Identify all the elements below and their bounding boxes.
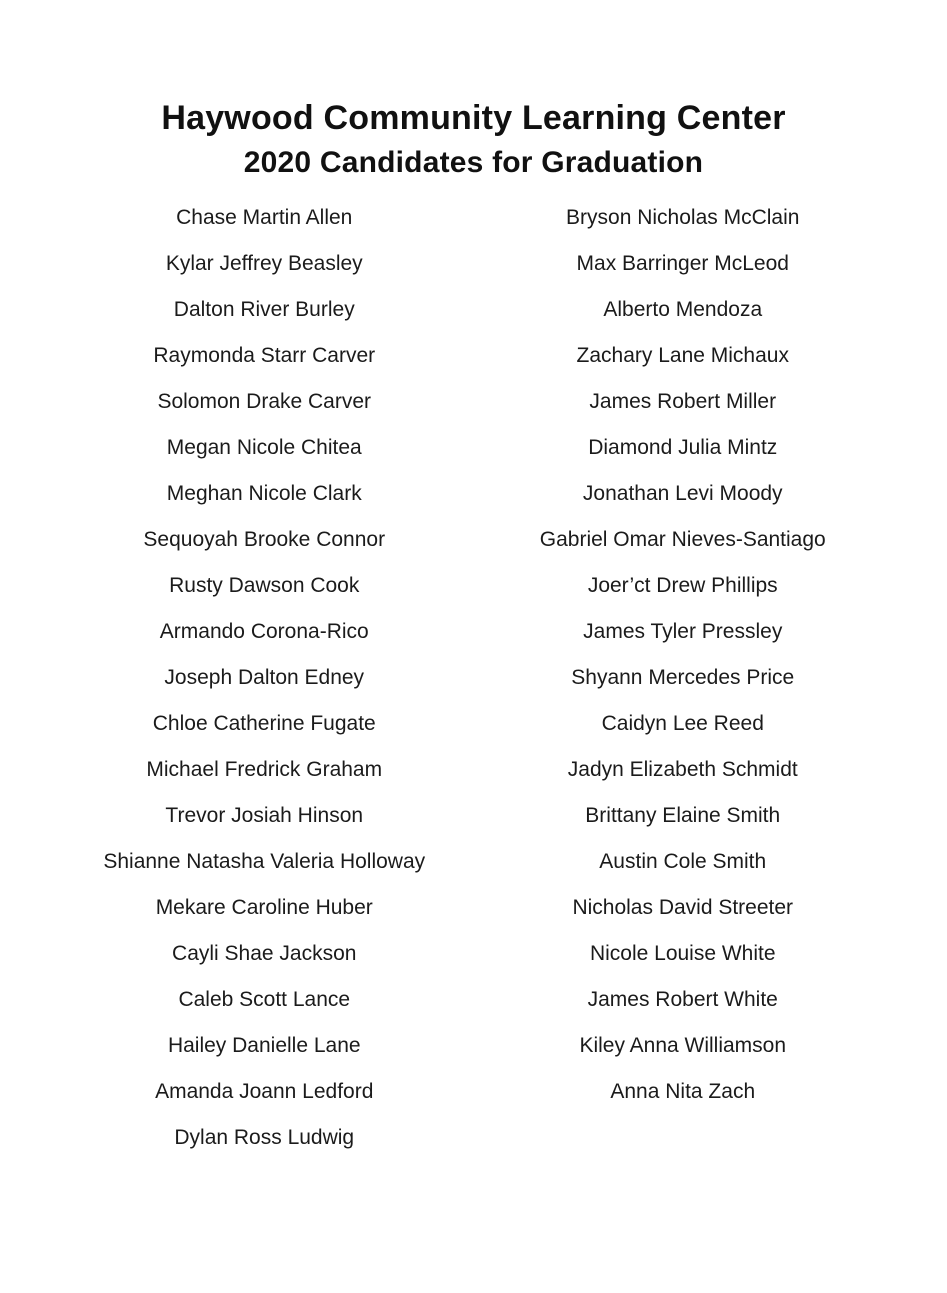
candidate-name: Brittany Elaine Smith bbox=[585, 804, 781, 827]
candidate-name: Raymonda Starr Carver bbox=[153, 344, 376, 367]
candidate-name: Trevor Josiah Hinson bbox=[165, 804, 364, 827]
candidate-name: Nicholas David Streeter bbox=[572, 896, 794, 919]
candidate-name: Dylan Ross Ludwig bbox=[174, 1126, 355, 1149]
candidate-name: Kylar Jeffrey Beasley bbox=[165, 252, 363, 275]
candidate-name: Dalton River Burley bbox=[173, 298, 355, 321]
candidate-name: Joseph Dalton Edney bbox=[164, 666, 365, 689]
candidate-column-right bbox=[484, 195, 883, 1161]
candidate-name: Shianne Natasha Valeria Holloway bbox=[103, 850, 426, 873]
candidate-name: Michael Fredrick Graham bbox=[146, 758, 383, 781]
page-title: Haywood Community Learning Center bbox=[161, 99, 786, 137]
candidate-name: Rusty Dawson Cook bbox=[169, 574, 360, 597]
candidate-name: Amanda Joann Ledford bbox=[155, 1080, 374, 1103]
candidate-name: Hailey Danielle Lane bbox=[167, 1034, 361, 1057]
candidate-name: Joer’ct Drew Phillips bbox=[587, 574, 778, 597]
candidate-name: Mekare Caroline Huber bbox=[155, 896, 373, 919]
candidate-name: Max Barringer McLeod bbox=[576, 252, 789, 275]
candidate-name: Armando Corona-Rico bbox=[159, 620, 369, 643]
candidate-name: Caleb Scott Lance bbox=[178, 988, 351, 1011]
candidate-name: Anna Nita Zach bbox=[610, 1080, 756, 1103]
candidate-name: Cayli Shae Jackson bbox=[172, 942, 357, 965]
candidate-name: Bryson Nicholas McClain bbox=[566, 206, 800, 229]
candidate-name: Solomon Drake Carver bbox=[157, 390, 372, 413]
candidate-name: James Tyler Pressley bbox=[583, 620, 783, 643]
candidate-name: Caidyn Lee Reed bbox=[601, 712, 764, 735]
candidate-name: James Robert Miller bbox=[589, 390, 777, 413]
candidate-name: James Robert White bbox=[587, 988, 778, 1011]
candidate-columns bbox=[0, 195, 947, 1161]
candidate-name: Austin Cole Smith bbox=[599, 850, 767, 873]
candidate-name: Chase Martin Allen bbox=[176, 206, 353, 229]
candidate-name: Chloe Catherine Fugate bbox=[152, 712, 376, 735]
candidate-name: Shyann Mercedes Price bbox=[571, 666, 795, 689]
candidate-name: Nicole Louise White bbox=[589, 942, 776, 965]
candidate-name: Meghan Nicole Clark bbox=[166, 482, 362, 505]
candidate-name: Zachary Lane Michaux bbox=[576, 344, 789, 367]
candidate-name: Megan Nicole Chitea bbox=[166, 436, 362, 459]
candidate-column-left bbox=[65, 195, 464, 1161]
page-subtitle: 2020 Candidates for Graduation bbox=[243, 146, 704, 179]
candidate-name: Jadyn Elizabeth Schmidt bbox=[567, 758, 798, 781]
candidate-name: Kiley Anna Williamson bbox=[579, 1034, 787, 1057]
candidate-name: Diamond Julia Mintz bbox=[588, 436, 778, 459]
candidate-name: Gabriel Omar Nieves-Santiago bbox=[539, 528, 826, 551]
candidate-name: Sequoyah Brooke Connor bbox=[143, 528, 386, 551]
candidate-name: Jonathan Levi Moody bbox=[582, 482, 783, 505]
candidate-name: Alberto Mendoza bbox=[603, 298, 763, 321]
